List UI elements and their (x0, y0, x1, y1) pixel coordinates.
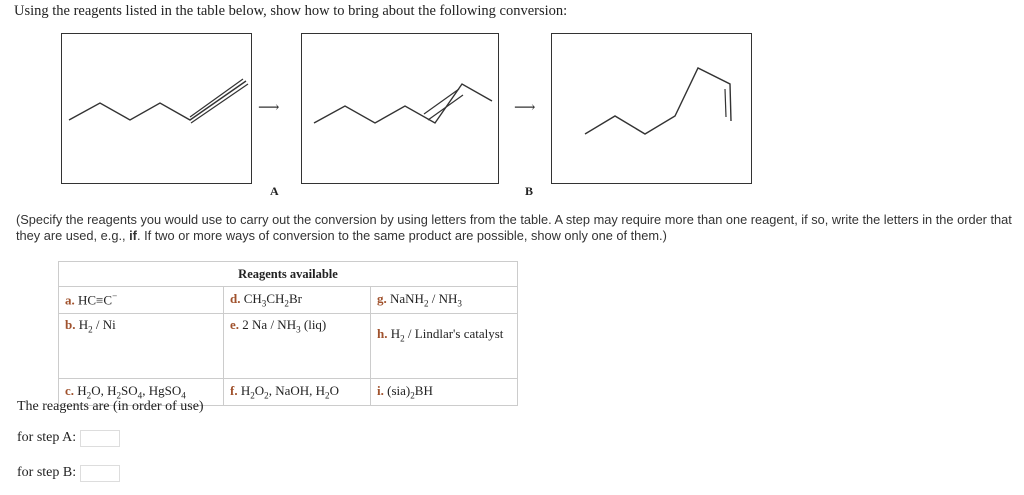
reagent-d-text: CH (243, 291, 262, 307)
reagent-g: g. NaNH$_2$ / $NH_3$ (371, 287, 518, 314)
question-title: Using the reagents listed in the table below, show how to bring about the following conversion: (14, 3, 568, 19)
reagent-b-letter: b. (65, 317, 76, 332)
reagent-i-text: (sia) (387, 383, 411, 399)
reagent-i: i. $(sia)_2BH$ (371, 379, 518, 406)
reagent-i-letter: i. (377, 383, 384, 399)
reagent-e-text: 2 Na / NH (242, 317, 297, 332)
reagent-c-letter: c. (65, 383, 75, 399)
reagent-b: b. $H_2$ / Ni (59, 314, 224, 379)
reagent-f-text: H (240, 383, 251, 399)
reagent-c: c. $H_2O$, $H_2SO_4$, HgSO$_4$ (59, 379, 224, 406)
reaction-arrow-b: ⟶ (514, 100, 536, 116)
starting-material-structure (61, 33, 252, 184)
reagent-d-letter: d. (230, 291, 241, 307)
step-b-label: B (525, 184, 534, 198)
reagent-g-text: NaNH (390, 291, 424, 307)
cis-alkene-drawing (552, 34, 751, 183)
instructions-part2: . If two or more ways of conversion to the same product are possible, show only one of them.) (136, 228, 667, 243)
answers-intro: The reagents are (in order of use) (17, 399, 204, 414)
reagent-d: d. $CH_3CH_2Br$ (224, 287, 371, 314)
reagent-b-text: H (78, 317, 89, 332)
instructions-text (16, 212, 1016, 244)
reagent-h-text: H (390, 326, 401, 341)
terminal-alkyne-drawing (62, 34, 251, 183)
reagent-f: f. $H_2O_2$, NaOH, $H_2O$ (224, 379, 371, 406)
reagent-a-text: HC≡C (78, 292, 113, 308)
reagents-table-header: Reagents available (59, 262, 518, 287)
reagent-h-letter: h. (377, 326, 388, 341)
step-a-prompt: for step A: (17, 430, 77, 445)
reagent-e-letter: e. (230, 317, 240, 332)
reagent-a-letter: a. (65, 292, 75, 308)
step-a-answer-input[interactable] (80, 430, 120, 447)
reagent-e: e. 2 Na / $NH_3$ (liq) (224, 314, 371, 379)
reagent-f-letter: f. (230, 383, 238, 399)
reagent-h: h. $H_2$ / Lindlar's catalyst (371, 314, 518, 379)
internal-alkyne-drawing (302, 34, 498, 183)
instructions-part1: (Specify the reagents you would use to carry out the conversion by using letters from the table. A step may require more than one reagent, if so, write the letters in the order that they are used, e.g., (16, 212, 1012, 243)
reagents-table (58, 261, 518, 406)
reagent-c-text: H (77, 383, 87, 399)
reagent-a: a. HC≡C− (59, 287, 224, 314)
instructions-example: if (129, 228, 137, 243)
product-structure (551, 33, 752, 184)
reaction-arrow-a: ⟶ (258, 100, 280, 116)
step-b-answer-input[interactable] (80, 465, 120, 482)
step-b-prompt: for step B: (17, 465, 77, 480)
intermediate-structure (301, 33, 499, 184)
reagent-g-letter: g. (377, 291, 387, 307)
step-a-label: A (270, 184, 279, 198)
